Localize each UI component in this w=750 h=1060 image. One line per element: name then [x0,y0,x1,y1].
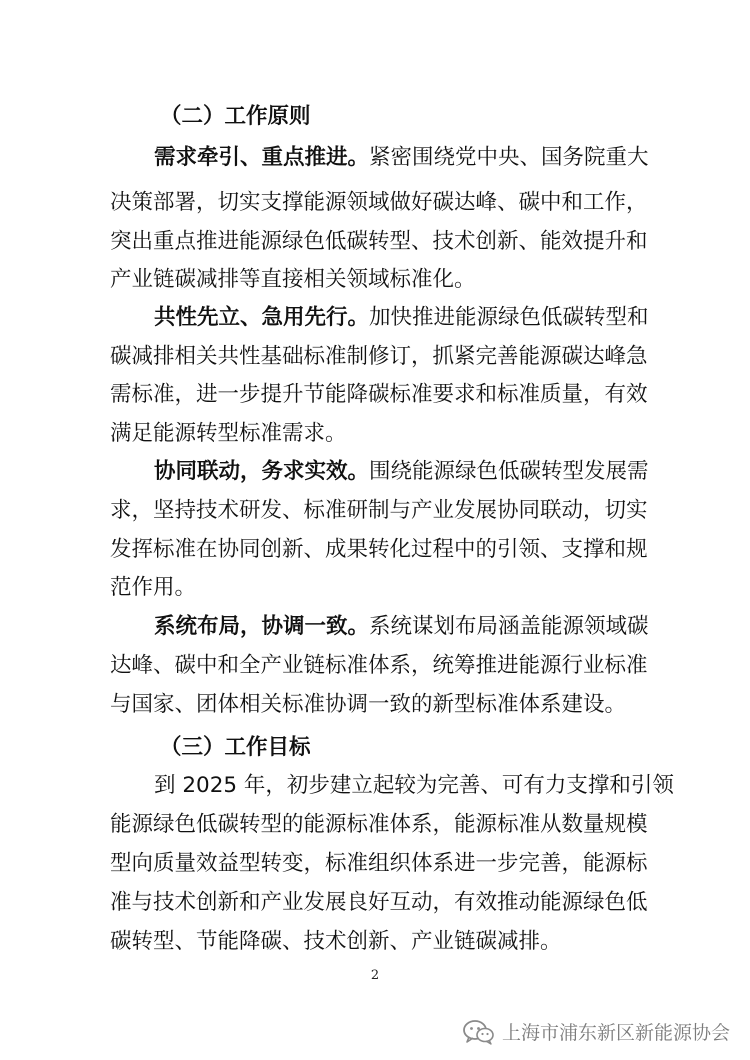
section-heading-principles: （二）工作原则 [160,104,311,129]
goals-line-4: 准与技术创新和产业发展良好互动，有效推动能源绿色低 [110,890,648,915]
goals-line-3: 型向质量效益型转变，标准组织体系进一步完善，能源标 [110,851,648,876]
paragraph-3-line-2: 求，坚持技术研发、标准研制与产业发展协同联动，切实 [110,498,648,523]
paragraph-3-line-4: 范作用。 [110,575,197,600]
goals-line-1: 到 2025 年，初步建立起较为完善、可有力支撑和引领 [154,773,674,798]
paragraph-1-line-4: 产业链碳减排等直接相关领域标准化。 [110,267,476,292]
paragraph-2-line-2: 碳减排相关共性基础标准制修订，抓紧完善能源碳达峰急 [110,344,648,369]
paragraph-2-line-1: 共性先立、急用先行。加快推进能源绿色低碳转型和 [154,305,649,330]
wechat-icon [462,1019,496,1045]
paragraph-3-line-1: 协同联动，务求实效。围绕能源绿色低碳转型发展需 [154,459,649,484]
goals-line-2: 能源绿色低碳转型的能源标准体系，能源标准从数量规模 [110,812,648,837]
paragraph-4-line-2: 达峰、碳中和全产业链标准体系，统筹推进能源行业标准 [110,653,648,678]
watermark [462,1018,730,1045]
paragraph-1-line-3: 突出重点推进能源绿色低碳转型、技术创新、能效提升和 [110,229,648,254]
paragraph-3-lead: 协同联动，务求实效。 [154,459,370,484]
paragraph-1-lead: 需求牵引、重点推进。 [154,145,370,170]
paragraph-1-line-2: 决策部署，切实支撑能源领域做好碳达峰、碳中和工作， [110,190,648,215]
goals-line-5: 碳转型、节能降碳、技术创新、产业链碳减排。 [110,929,562,954]
paragraph-4-lead: 系统布局，协调一致。 [154,614,370,639]
paragraph-2-line-4: 满足能源转型标准需求。 [110,421,347,446]
paragraph-1-line-1: 需求牵引、重点推进。紧密围绕党中央、国务院重大 [154,145,649,170]
paragraph-2-line-3: 需标准，进一步提升节能降碳标准要求和标准质量，有效 [110,382,648,407]
watermark-text: 上海市浦东新区新能源协会 [501,1022,730,1044]
paragraph-4-line-1: 系统布局，协调一致。系统谋划布局涵盖能源领域碳 [154,614,649,639]
paragraph-4-line-3: 与国家、团体相关标准协调一致的新型标准体系建设。 [110,692,627,717]
page-number: 2 [370,968,380,983]
paragraph-2-lead: 共性先立、急用先行。 [154,305,370,330]
section-heading-goals: （三）工作目标 [160,735,311,760]
paragraph-3-line-3: 发挥标准在协同创新、成果转化过程中的引领、支撑和规 [110,537,648,562]
